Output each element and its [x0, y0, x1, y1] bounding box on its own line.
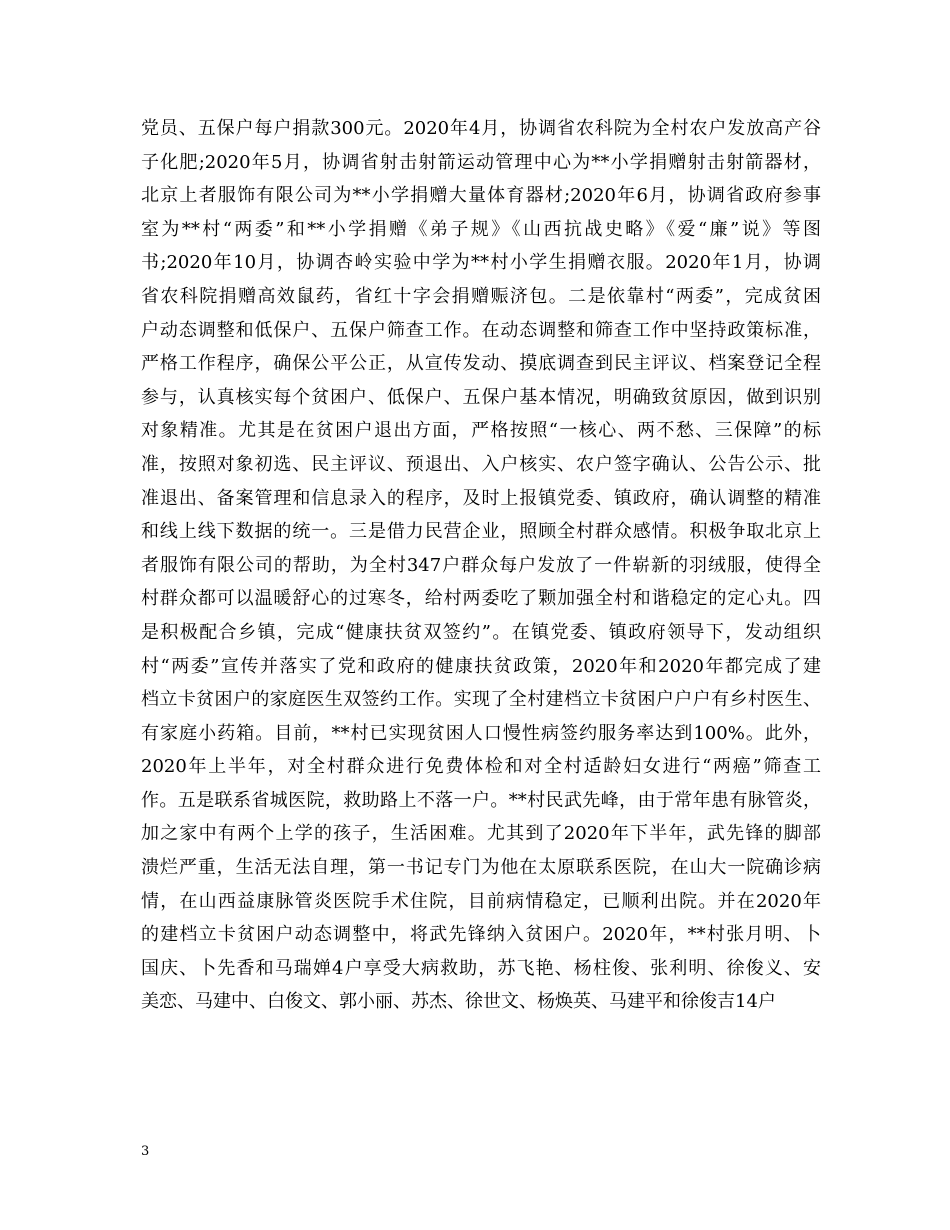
text-line: 的建档立卡贫困户动态调整中，将武先锋纳入贫困户。2020年，**村张月明、卜: [141, 924, 821, 946]
text-line: 严格工作程序，确保公平公正，从宣传发动、摸底调查到民主评议、档案登记全程: [141, 353, 821, 375]
text-line: 省农科院捐赠高效鼠药，省红十字会捐赠赈济包。二是依靠村“两委”，完成贫困: [141, 285, 821, 307]
text-line: 2020年上半年，对全村群众进行免费体检和对全村适龄妇女进行“两癌”筛查工: [141, 756, 821, 778]
text-line: 对象精准。尤其是在贫困户退出方面，严格按照“一核心、两不愁、三保障”的标: [141, 420, 821, 442]
text-line: 者服饰有限公司的帮助，为全村347户群众每户发放了一件崭新的羽绒服，使得全: [141, 554, 821, 576]
text-line: 作。五是联系省城医院，救助路上不落一户。**村民武先峰，由于常年患有脉管炎，: [141, 789, 821, 811]
text-line: 溃烂严重，生活无法自理，第一书记专门为他在太原联系医院，在山大一院确诊病: [141, 857, 821, 879]
text-line: 村“两委”宣传并落实了党和政府的健康扶贫政策，2020年和2020年都完成了建: [141, 655, 821, 677]
text-line: 户动态调整和低保户、五保户筛查工作。在动态调整和筛查工作中坚持政策标准，: [141, 319, 821, 341]
text-line: 北京上者服饰有限公司为**小学捐赠大量体育器材;2020年6月，协调省政府参事: [141, 185, 821, 207]
text-line: 村群众都可以温暖舒心的过寒冬，给村两委吃了颗加强全村和谐稳定的定心丸。四: [141, 588, 821, 610]
text-line: 准退出、备案管理和信息录入的程序，及时上报镇党委、镇政府，确认调整的精准: [141, 487, 821, 509]
text-line: 书;2020年10月，协调杏岭实验中学为**村小学生捐赠衣服。2020年1月，协调: [141, 252, 821, 274]
text-line: 情，在山西益康脉管炎医院手术住院，目前病情稳定，已顺利出院。并在2020年: [141, 890, 821, 912]
text-line: 有家庭小药箱。目前，**村已实现贫困人口慢性病签约服务率达到100%。此外，: [141, 722, 821, 744]
text-line: 美恋、马建中、白俊文、郭小丽、苏杰、徐世文、杨焕英、马建平和徐俊吉14户: [141, 991, 776, 1013]
text-line: 档立卡贫困户的家庭医生双签约工作。实现了全村建档立卡贫困户户户有乡村医生、: [141, 689, 821, 711]
text-line: 和线上线下数据的统一。三是借力民营企业，照顾全村群众感情。积极争取北京上: [141, 521, 821, 543]
text-line: 是积极配合乡镇，完成“健康扶贫双签约”。在镇党委、镇政府领导下，发动组织: [141, 621, 821, 643]
text-line: 准，按照对象初选、民主评议、预退出、入户核实、农户签字确认、公告公示、批: [141, 453, 821, 475]
text-line: 国庆、卜先香和马瑞婵4户享受大病救助，苏飞艳、杨柱俊、张利明、徐俊义、安: [141, 957, 821, 979]
text-line: 加之家中有两个上学的孩子，生活困难。尤其到了2020年下半年，武先锋的脚部: [141, 823, 821, 845]
text-line: 室为**村“两委”和**小学捐赠《弟子规》《山西抗战史略》《爱“廉”说》等图: [141, 218, 821, 240]
page-number: 3: [141, 1144, 150, 1159]
text-line: 子化肥;2020年5月，协调省射击射箭运动管理中心为**小学捐赠射击射箭器材，: [141, 151, 821, 173]
body-text: [141, 112, 821, 1019]
text-line: 参与，认真核实每个贫困户、低保户、五保户基本情况，明确致贫原因，做到识别: [141, 386, 821, 408]
text-line: 党员、五保户每户捐款300元。2020年4月，协调省农科院为全村农户发放高产谷: [141, 118, 821, 139]
